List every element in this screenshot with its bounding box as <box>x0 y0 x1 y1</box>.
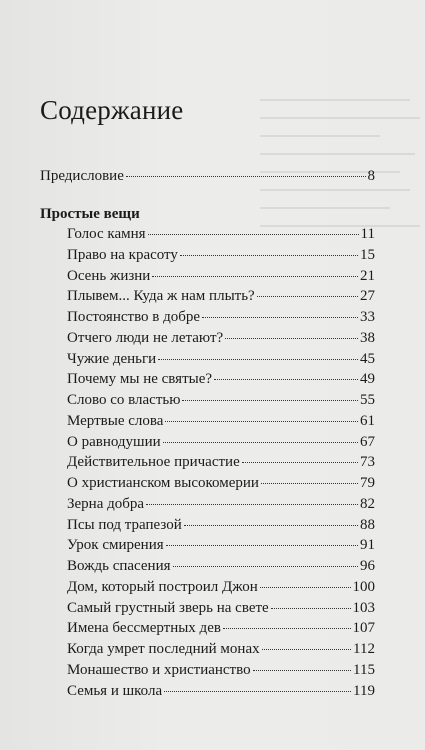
dot-leader <box>180 255 358 256</box>
toc-entry-label: Чужие деньги <box>67 350 157 367</box>
toc-entry-page: 82 <box>360 495 375 512</box>
toc-entry[interactable] <box>67 558 375 575</box>
toc-entry-label: Право на красоту <box>67 246 178 263</box>
toc-entry-page: 103 <box>352 599 375 616</box>
toc-entry-page: 45 <box>360 350 375 367</box>
dot-leader <box>165 421 358 422</box>
toc-entry-page: 38 <box>360 329 375 346</box>
toc-entry-label: Плывем... Куда ж нам плыть? <box>67 288 255 305</box>
toc-entry-label: Урок смирения <box>67 537 164 554</box>
dot-leader <box>225 338 358 339</box>
toc-entry-label: Голос камня <box>67 226 146 242</box>
toc-entry-page: 33 <box>360 309 375 325</box>
toc-entry[interactable] <box>67 226 375 243</box>
toc-entry-page: 79 <box>360 475 375 491</box>
page-title: Содержание <box>40 95 184 126</box>
show-through-text <box>260 90 425 320</box>
toc-entry-label: Вождь спасения <box>67 558 171 574</box>
dot-leader <box>126 176 366 177</box>
toc-entry[interactable] <box>67 620 375 637</box>
toc-entry[interactable] <box>67 268 375 285</box>
toc-entry[interactable] <box>67 288 375 305</box>
toc-entry-label: Отчего люди не летают? <box>67 329 224 346</box>
toc-entry[interactable] <box>67 662 375 679</box>
toc-entry-page: 61 <box>360 412 375 429</box>
toc-entry[interactable] <box>67 683 375 700</box>
toc-entry-label: Когда умрет последний монах <box>67 641 260 657</box>
toc-entry-label: Постоянство в добре <box>67 309 201 325</box>
toc-entry-label: Псы под трапезой <box>67 516 182 533</box>
toc-entry-label: Осень жизни <box>67 267 151 284</box>
toc-entry[interactable] <box>67 600 375 617</box>
dot-leader <box>257 296 358 297</box>
dot-leader <box>261 483 358 484</box>
dot-leader <box>202 317 358 318</box>
dot-leader <box>184 525 358 526</box>
dot-leader <box>182 400 358 401</box>
toc-entry[interactable] <box>67 434 375 451</box>
toc-entry-page: 73 <box>360 454 375 471</box>
dot-leader <box>262 649 351 650</box>
toc-entry-label: Самый грустный зверь на свете <box>67 599 269 616</box>
toc-entry-label: Дом, который построил Джон <box>67 578 258 595</box>
toc-entry-page: 27 <box>360 288 375 305</box>
dot-leader <box>223 628 351 629</box>
dot-leader <box>173 566 358 567</box>
toc-entry-page: 115 <box>353 661 375 678</box>
toc-entry[interactable] <box>67 351 375 368</box>
dot-leader <box>166 545 358 546</box>
toc-entry[interactable] <box>67 371 375 388</box>
toc-entry[interactable] <box>67 413 375 430</box>
toc-entry-preface[interactable] <box>40 168 375 185</box>
toc-entry-label: Слово со властью <box>67 392 181 408</box>
toc-entry-page: 15 <box>360 246 375 263</box>
toc-entry-page: 21 <box>360 267 375 284</box>
dot-leader <box>164 691 351 692</box>
toc-entry-label: Предисловие <box>40 168 124 184</box>
toc-entry-label: Почему мы не святые? <box>67 371 213 388</box>
toc-entry[interactable] <box>67 496 375 513</box>
dot-leader <box>163 442 358 443</box>
toc-entry-label: Мертвые слова <box>67 412 164 429</box>
dot-leader <box>260 587 351 588</box>
toc-entry[interactable] <box>67 475 375 492</box>
toc-entry-page: 119 <box>353 682 375 699</box>
toc-entry[interactable] <box>67 247 375 264</box>
toc-entry-label: Действительное причастие <box>67 454 240 471</box>
toc-entry-page: 55 <box>360 392 375 408</box>
toc-entry-page: 49 <box>360 371 375 388</box>
toc-entry-label: О равнодушии <box>67 433 161 450</box>
toc-entry[interactable] <box>67 517 375 534</box>
dot-leader <box>148 234 359 235</box>
toc-entry-page: 67 <box>360 433 375 450</box>
dot-leader <box>158 359 358 360</box>
toc-entry-page: 88 <box>360 516 375 533</box>
toc-entry-page: 8 <box>367 168 375 184</box>
toc-entry[interactable] <box>67 579 375 596</box>
dot-leader <box>242 462 358 463</box>
dot-leader <box>214 379 358 380</box>
toc-entry-label: Зерна добра <box>67 495 145 512</box>
toc-entry[interactable] <box>67 641 375 658</box>
toc-entry-page: 112 <box>353 641 375 657</box>
dot-leader <box>253 670 351 671</box>
toc-entry-page: 100 <box>352 578 375 595</box>
toc-entry-label: Имена бессмертных дев <box>67 620 221 637</box>
toc-entry[interactable] <box>67 330 375 347</box>
toc-entry[interactable] <box>67 537 375 554</box>
toc-entry-page: 11 <box>360 226 375 242</box>
dot-leader <box>152 276 358 277</box>
dot-leader <box>271 608 351 609</box>
toc-entry[interactable] <box>67 392 375 409</box>
toc-entry-page: 91 <box>360 537 375 554</box>
toc-entry[interactable] <box>67 309 375 326</box>
section-heading: Простые вещи <box>40 206 140 222</box>
toc-entry-label: Монашество и христианство <box>67 661 251 678</box>
toc-entry-page: 96 <box>360 558 375 574</box>
toc-entry[interactable] <box>67 454 375 471</box>
toc-entry-page: 107 <box>352 620 375 637</box>
toc-entry-label: О христианском высокомерии <box>67 475 259 491</box>
toc-entry-label: Семья и школа <box>67 682 163 699</box>
dot-leader <box>146 504 358 505</box>
